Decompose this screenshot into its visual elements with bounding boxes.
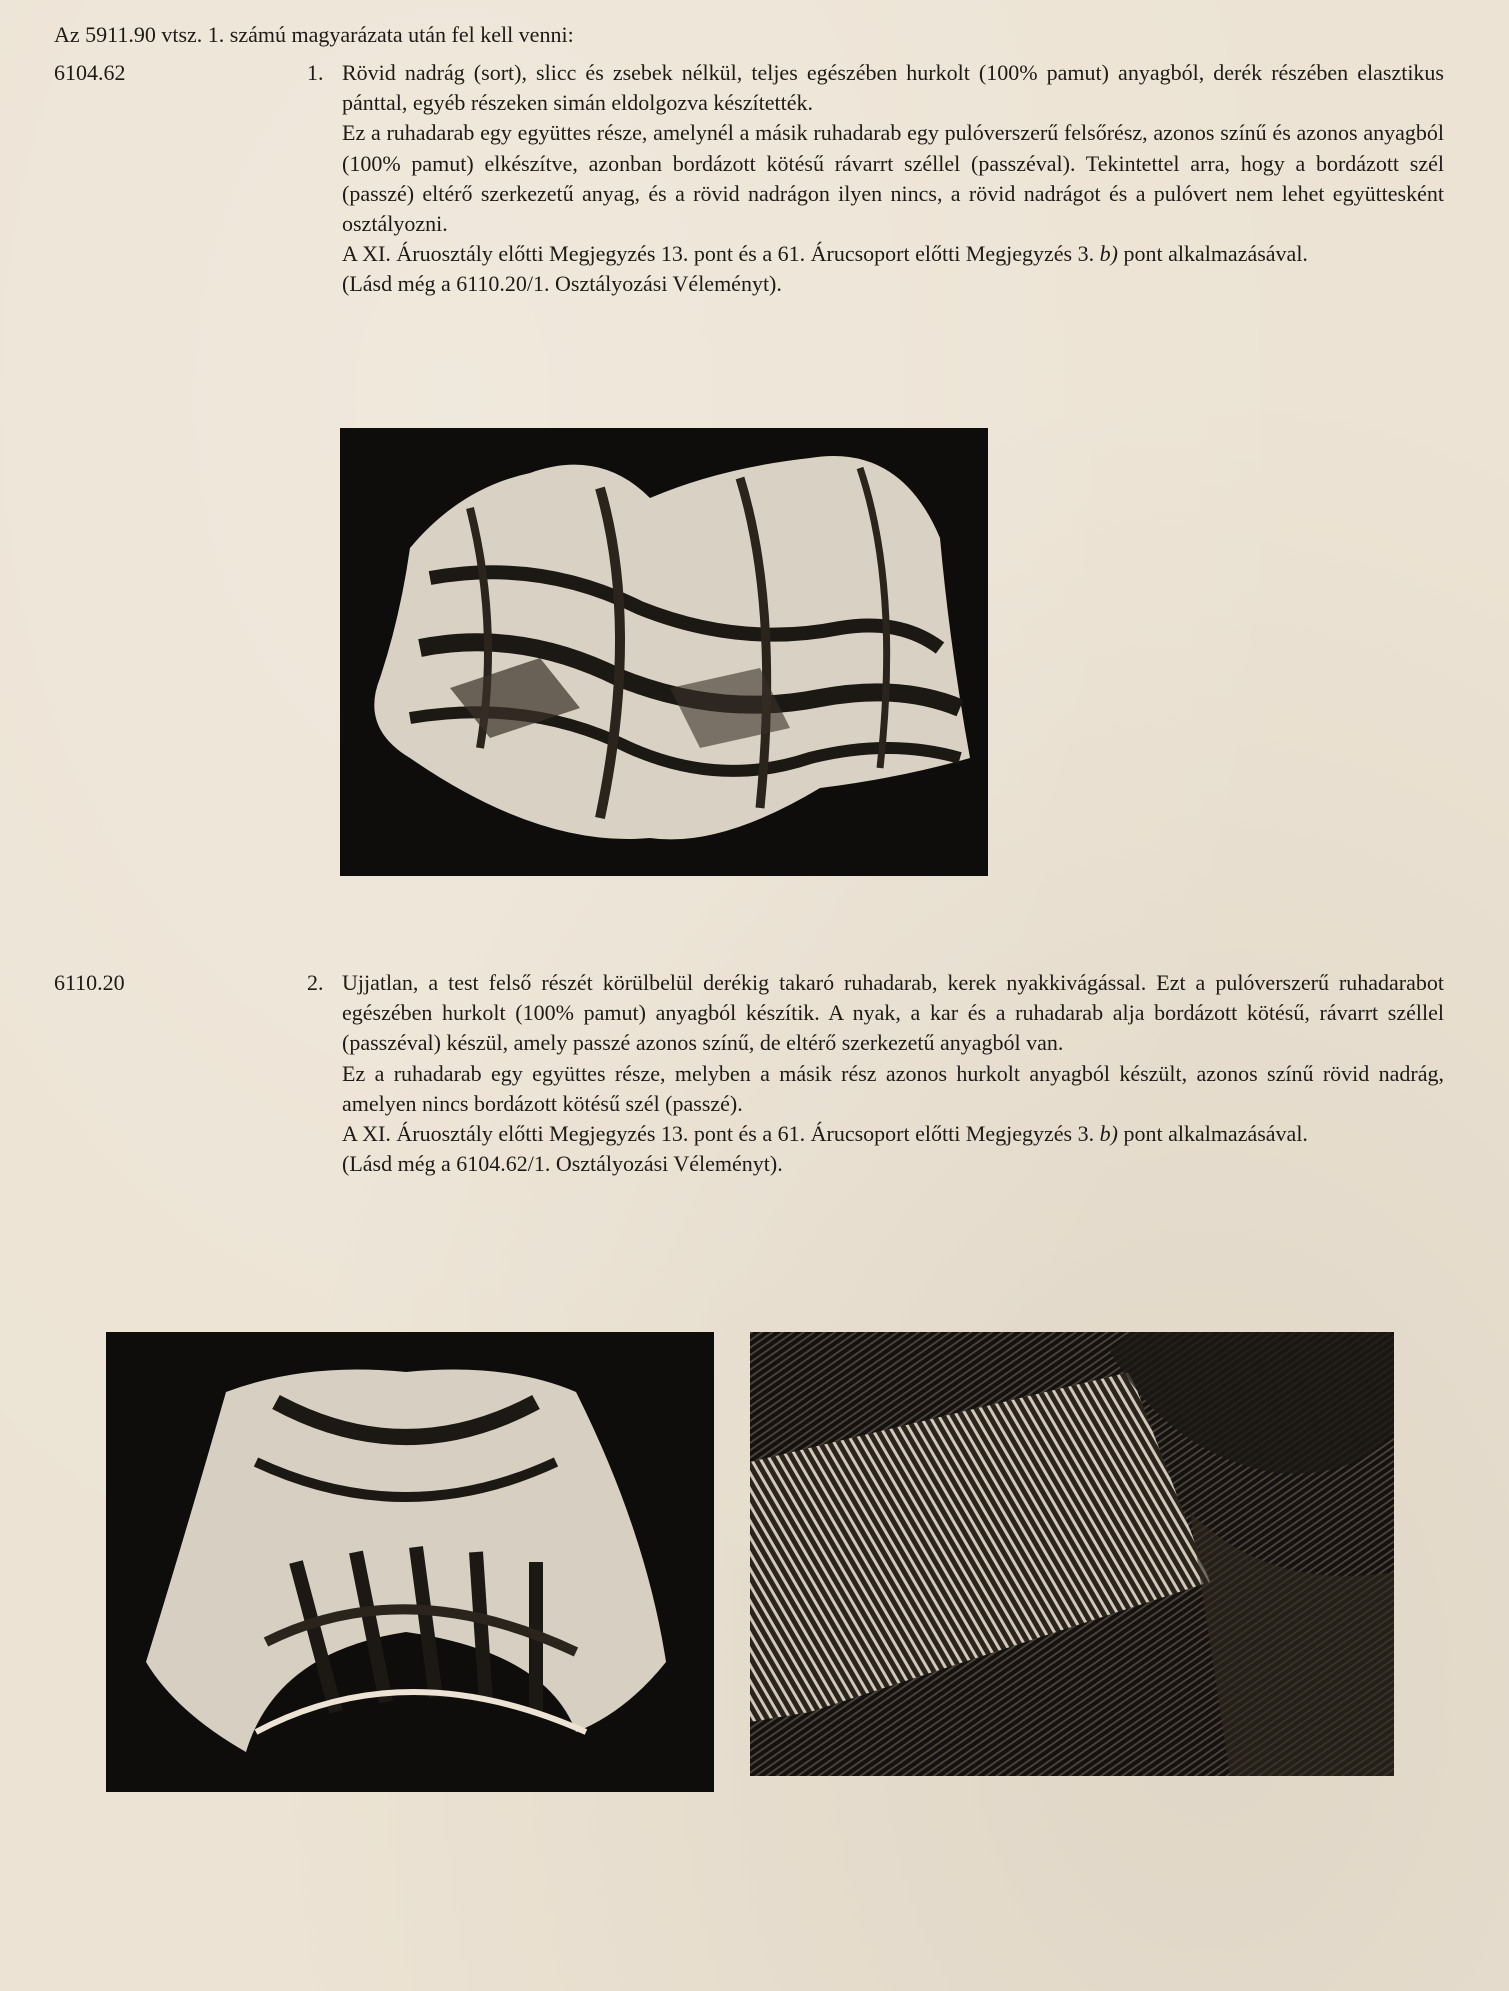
entry-number-2: 2.	[307, 970, 324, 995]
entry-1-reference-text: A XI. Áruosztály előtti Megjegyzés 13. pont és a 61. Árucsoport előtti Megjegyzés 3.	[342, 241, 1095, 267]
entry-1-see-also: (Lásd még a 6110.20/1. Osztályozási Véleményt).	[342, 271, 782, 297]
entry-2-see-also: (Lásd még a 6104.62/1. Osztályozási Véleményt).	[342, 1151, 783, 1177]
entry-1-text	[342, 58, 1444, 300]
tariff-code-2: 6110.20	[54, 970, 125, 995]
entry-2-reference-text: A XI. Áruosztály előtti Megjegyzés 13. pont és a 61. Árucsoport előtti Megjegyzés 3.	[342, 1121, 1095, 1147]
entry-1-reference-end: pont alkalmazásával.	[1123, 241, 1308, 267]
vest-photo	[106, 1332, 714, 1792]
entry-1-paragraph-1: Rövid nadrág (sort), slicc és zsebek nélkül, teljes egészében hurkolt (100% pamut) anyagból, derék részében elasztikus pánttal, egyéb részeken simán eldolgozva készítették.	[342, 60, 1444, 116]
vest-photo-image	[106, 1332, 714, 1792]
entry-1-reference	[342, 239, 1444, 269]
entry-1-reference-italic: b)	[1099, 241, 1118, 267]
entry-1-paragraph-2: Ez a ruhadarab egy együttes része, amelynél a másik ruhadarab egy pulóverszerű felsőrész, azonos színű és azonos anyagból (100% pamut) elkészítve, azonban bordázott kötésű rávarrt széllel (passzéval). Tekintettel arra, hogy a bordázott szél (passzé) eltérő szerkezetű anyag, és a rövid nadrágon ilyen nincs, a rövid nadrágot és a pulóvert nem lehet együttesként osztályozni.	[342, 120, 1444, 237]
shorts-photo-image	[340, 428, 988, 876]
entry-2-paragraph-1: Ujjatlan, a test felső részét körülbelül derékig takaró ruhadarab, kerek nyakkivágással. Ezt a pulóverszerű ruhadarabot egészében hurkolt (100% pamut) anyagból készítik. A nyak, a kar és a ruhadarab alja bordázott kötésű, rávarrt széllel (passzéval) készül, amely passzé azonos színű, de eltérő szerkezetű anyagból van.	[342, 970, 1444, 1056]
entry-2-reference-end: pont alkalmazásával.	[1123, 1121, 1308, 1147]
rib-knit-closeup-image	[750, 1332, 1394, 1776]
shorts-photo	[340, 428, 988, 876]
entry-number-1: 1.	[307, 60, 324, 85]
entry-2-reference	[342, 1119, 1444, 1149]
entry-2-paragraph-2: Ez a ruhadarab egy együttes része, melyben a másik rész azonos hurkolt anyagból készült, azonos színű rövid nadrág, amelyen nincs bordázott kötésű szél (passzé).	[342, 1060, 1444, 1116]
entry-2-reference-italic: b)	[1099, 1121, 1118, 1147]
intro-line: Az 5911.90 vtsz. 1. számú magyarázata után fel kell venni:	[54, 22, 574, 47]
entry-2-text	[342, 968, 1444, 1179]
tariff-code-1: 6104.62	[54, 60, 126, 85]
rib-knit-closeup-photo	[750, 1332, 1394, 1776]
